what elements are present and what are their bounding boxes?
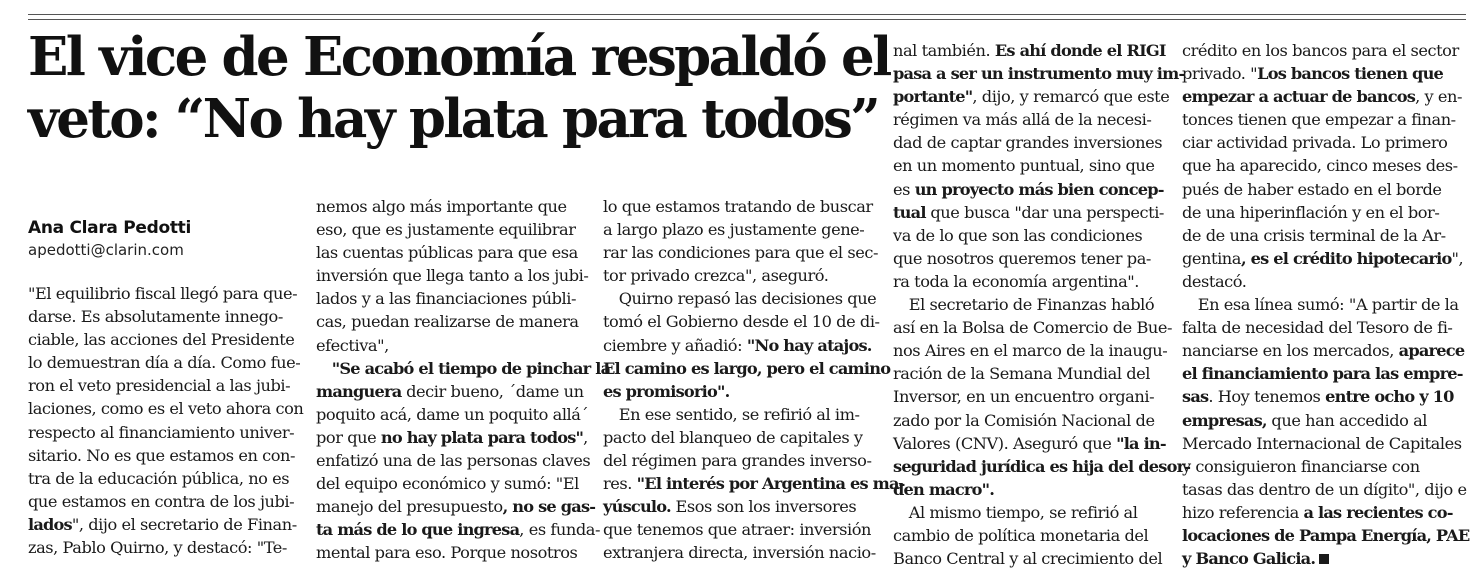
body-line (28, 490, 304, 513)
body-line (1182, 62, 1458, 85)
body-text: res. (603, 474, 637, 494)
body-text: que ha aparecido, cinco meses des- (1182, 156, 1458, 176)
body-text: pacto del blanqueo de capitales y (603, 427, 863, 447)
body-line (316, 218, 592, 241)
bold-text: empezar a actuar de bancos (1182, 87, 1416, 107)
body-line (316, 310, 592, 333)
body-text: En esa línea sumó: "A partir de la (1182, 295, 1459, 315)
body-text: de una hiperinflación y en el bor- (1182, 202, 1440, 222)
bold-text: entre ocho y 10 (1325, 387, 1454, 407)
body-line (893, 224, 1169, 247)
body-text: nanciarse en los mercados, (1182, 341, 1399, 361)
body-line (603, 357, 891, 380)
body-line (893, 524, 1169, 547)
body-text: va de lo que son las condiciones (893, 225, 1143, 245)
body-text: gentina (1182, 248, 1241, 268)
body-text: dad de captar grandes inversiones (893, 133, 1163, 153)
bold-text: el financiamiento para las empre- (1182, 364, 1463, 384)
body-text: extranjera directa, inversión nacio- (603, 543, 876, 563)
body-line (603, 195, 879, 218)
body-line (893, 385, 1169, 408)
body-line (893, 154, 1169, 177)
body-line (1182, 85, 1462, 108)
body-text: , y en- (1415, 87, 1462, 107)
body-line (1182, 154, 1458, 177)
body-text: ", dijo el secretario de Finan- (71, 514, 297, 534)
body-text: rar las condiciones para que el sec- (603, 243, 878, 263)
body-text: que busca "dar una perspecti- (925, 202, 1164, 222)
body-text: Banco Central y al crecimiento del (893, 549, 1163, 569)
body-line (28, 513, 304, 536)
body-text: lo que estamos tratando de buscar (603, 197, 873, 216)
body-text (316, 359, 332, 378)
body-text: ron el veto presidencial a las jubi- (28, 376, 291, 396)
column-2 (316, 195, 611, 565)
body-text: En ese sentido, se refirió al im- (603, 404, 860, 424)
body-text: que estamos en contra de los jubi- (28, 491, 295, 511)
body-line (316, 334, 592, 357)
body-text: manejo del presupuesto (316, 497, 503, 517)
body-text: régimen va más allá de la necesi- (893, 110, 1152, 130)
body-line (316, 241, 592, 264)
body-text: . Hoy tenemos (1208, 387, 1326, 407)
body-text: , es funda- (519, 520, 600, 540)
body-line (603, 218, 879, 241)
body-text: Inversor, en un encuentro organi- (893, 387, 1155, 407)
body-line (28, 444, 304, 467)
body-line (316, 357, 611, 380)
body-line (603, 472, 905, 495)
body-text: nal también. (893, 41, 995, 60)
body-text: por que (316, 427, 381, 447)
body-line (893, 39, 1169, 62)
body-line (316, 195, 592, 218)
body-text: respecto al financiamiento univer- (28, 422, 295, 442)
body-line (603, 518, 879, 541)
bold-text: empresas, (1182, 410, 1267, 430)
body-text: que nosotros queremos tener pa- (893, 248, 1151, 268)
body-text: ración de la Semana Mundial del (893, 364, 1151, 384)
body-line (893, 455, 1191, 478)
body-text: Al mismo tiempo, se refirió al (893, 502, 1138, 522)
body-text: destacó. (1182, 271, 1247, 291)
body-line (1182, 409, 1458, 432)
body-text: del régimen para grandes inverso- (603, 451, 872, 471)
body-line (316, 495, 596, 518)
body-line (1182, 270, 1458, 293)
body-text: inversión que llega tanto a los jubi- (316, 266, 589, 286)
body-line (1182, 316, 1458, 339)
author-email: apedotti@clarin.com (28, 241, 184, 259)
body-text: del equipo económico y sumó: "El (316, 474, 579, 494)
body-line (603, 380, 879, 403)
body-text: poquito acá, dame un poquito allá´ (316, 404, 589, 424)
bold-text: Los bancos tienen que (1257, 64, 1444, 84)
body-line (1182, 339, 1465, 362)
body-line (1182, 293, 1458, 316)
headline (28, 26, 890, 150)
body-line (893, 178, 1169, 201)
body-text: y consiguieron financiarse con (1182, 456, 1420, 476)
body-text: Esos son los inversores (670, 497, 857, 517)
body-line (316, 287, 592, 310)
body-line (28, 305, 304, 328)
body-line (28, 467, 304, 490)
bold-text: yúsculo. (603, 497, 671, 517)
body-text: El secretario de Finanzas habló (893, 295, 1155, 315)
body-line (316, 541, 592, 564)
body-text: nemos algo más importante que (316, 197, 567, 216)
body-text: privado. " (1182, 64, 1258, 84)
body-line (893, 62, 1185, 85)
body-line (893, 501, 1169, 524)
body-line (893, 547, 1169, 570)
body-line (1182, 201, 1458, 224)
body-line (1182, 224, 1458, 247)
body-text: darse. Es absolutamente innego- (28, 307, 283, 327)
headline-line-1: El vice de Economía respaldó el (28, 26, 890, 88)
body-text: cambio de política monetaria del (893, 525, 1149, 545)
body-text: pués de haber estado en el borde (1182, 179, 1442, 199)
body-line (893, 316, 1173, 339)
body-line (28, 282, 304, 305)
body-line (603, 426, 879, 449)
body-text: que tenemos que atraer: inversión (603, 520, 871, 540)
body-text: nos Aires en el marco de la inaugu- (893, 341, 1168, 361)
body-line (1182, 362, 1463, 385)
bold-text: seguridad jurídica es hija del desor- (893, 456, 1191, 476)
body-text: es (893, 179, 915, 199)
body-text: , dijo, y remarcó que este (972, 87, 1170, 107)
body-text: efectiva", (316, 335, 389, 355)
body-line (316, 380, 592, 403)
body-line (1182, 385, 1458, 408)
column-3 (603, 195, 905, 565)
bold-text: den macro". (893, 479, 995, 499)
body-line (28, 374, 304, 397)
body-line (893, 339, 1169, 362)
body-line (603, 310, 879, 333)
bold-text: un proyecto más bien concep- (914, 179, 1164, 199)
bold-text: "Se acabó el tiempo de pinchar la (331, 358, 611, 378)
body-text: que han accedido al (1266, 410, 1428, 430)
body-line (1182, 39, 1458, 62)
body-text: decir bueno, ´dame un (401, 381, 584, 401)
body-line (316, 518, 600, 541)
body-line (28, 328, 304, 351)
body-line (603, 264, 879, 287)
body-line (1182, 131, 1458, 154)
end-of-article-mark (1319, 554, 1329, 564)
bold-text: , no se gas- (502, 497, 596, 517)
body-line (893, 85, 1169, 108)
bold-text: "la in- (1116, 433, 1166, 453)
body-line (316, 449, 592, 472)
column-4 (893, 39, 1191, 570)
body-text: tomó el Gobierno desde el 10 de di- (603, 312, 880, 332)
body-line (603, 495, 879, 518)
bold-text: sas (1182, 387, 1209, 407)
body-text: de de una crisis terminal de la Ar- (1182, 225, 1446, 245)
bold-text: ta más de lo que ingresa (316, 520, 520, 540)
body-line (28, 421, 304, 444)
body-text: sitario. No es que estamos en con- (28, 445, 296, 465)
body-line (1182, 547, 1458, 570)
body-line (1182, 478, 1467, 501)
body-text: ciembre y añadió: (603, 335, 747, 355)
bold-text: manguera (316, 381, 402, 401)
bold-text: , es el crédito hipotecario (1240, 248, 1452, 268)
body-line (893, 131, 1169, 154)
body-line (603, 403, 879, 426)
bold-text: "El interés por Argentina es ma- (636, 474, 905, 494)
body-line (893, 293, 1169, 316)
body-text: cas, puedan realizarse de manera (316, 312, 579, 332)
body-text: hizo referencia (1182, 502, 1304, 522)
body-line (316, 264, 592, 287)
bold-text: portante" (893, 87, 973, 107)
body-line (28, 351, 304, 374)
body-line (893, 362, 1169, 385)
body-line (1182, 432, 1462, 455)
body-text: "El equilibrio fiscal llegó para que- (28, 284, 298, 303)
body-text: ", (1451, 248, 1464, 268)
body-text: Quirno repasó las decisiones que (603, 289, 877, 309)
body-text: ra toda la economía argentina". (893, 271, 1139, 291)
body-text: enfatizó una de las personas claves (316, 451, 591, 471)
body-text: falta de necesidad del Tesoro de fi- (1182, 318, 1453, 338)
body-line (1182, 455, 1458, 478)
column-1 (28, 282, 304, 559)
body-text: tonces tienen que empezar a finan- (1182, 110, 1456, 130)
headline-line-2: veto: “No hay plata para todos” (28, 88, 879, 150)
body-text: tra de la educación pública, no es (28, 468, 290, 488)
bold-text: "No hay atajos. (746, 335, 872, 355)
body-line (316, 426, 592, 449)
body-text: tasas das dentro de un dígito", dijo e (1182, 479, 1467, 499)
bold-text: tual (893, 202, 926, 222)
body-text: crédito en los bancos para el sector (1182, 41, 1459, 60)
body-line (28, 536, 304, 559)
bold-text: aparece (1398, 341, 1465, 361)
body-line (893, 201, 1169, 224)
body-line (603, 334, 879, 357)
bold-text: a las recientes co- (1303, 502, 1453, 522)
bold-text: es promisorio". (603, 381, 730, 401)
body-text: , (583, 427, 588, 447)
bold-text: lados (28, 514, 72, 534)
author-name: Ana Clara Pedotti (28, 218, 192, 238)
body-text: Mercado Internacional de Capitales (1182, 433, 1462, 453)
top-rule (28, 14, 1466, 15)
body-line (603, 241, 879, 264)
body-line (1182, 108, 1458, 131)
body-text: ciable, las acciones del Presidente (28, 330, 295, 350)
body-text: zas, Pablo Quirno, y destacó: "Te- (28, 538, 287, 558)
bold-text: pasa a ser un instrumento muy im- (893, 64, 1185, 84)
body-line (603, 449, 879, 472)
body-text: así en la Bolsa de Comercio de Bue- (893, 318, 1173, 338)
body-text: mental para eso. Porque nosotros (316, 543, 578, 563)
body-text: tor privado crezca", aseguró. (603, 266, 829, 286)
body-text: en un momento puntual, sino que (893, 156, 1155, 176)
body-text: a largo plazo es justamente gene- (603, 220, 865, 240)
body-text: las cuentas públicas para que esa (316, 243, 578, 263)
body-line (893, 108, 1169, 131)
bold-text: El camino es largo, pero el camino (603, 358, 891, 378)
body-line (893, 270, 1169, 293)
body-line (603, 541, 879, 564)
top-rule-2 (28, 19, 1466, 20)
body-text: laciones, como es el veto ahora con (28, 399, 304, 419)
body-line (1182, 524, 1470, 547)
body-line (28, 397, 304, 420)
body-line (316, 472, 592, 495)
body-text: Valores (CNV). Aseguró que (893, 433, 1117, 453)
body-line (893, 478, 1169, 501)
body-line (1182, 178, 1458, 201)
body-line (316, 403, 592, 426)
column-5 (1182, 39, 1470, 570)
body-line (893, 432, 1169, 455)
body-text: zado por la Comisión Nacional de (893, 410, 1155, 430)
body-text: lados y a las financiaciones públi- (316, 289, 576, 309)
body-line (893, 409, 1169, 432)
body-text: eso, que es justamente equilibrar (316, 220, 576, 240)
bold-text: Es ahí donde el RIGI (994, 41, 1166, 60)
bold-text: locaciones de Pampa Energía, PAE (1182, 525, 1470, 545)
body-text: lo demuestran día a día. Como fue- (28, 353, 301, 373)
body-text: ciar actividad privada. Lo primero (1182, 133, 1448, 153)
body-line (1182, 247, 1464, 270)
body-line (893, 247, 1169, 270)
bold-text: y Banco Galicia. (1182, 549, 1316, 569)
body-line (1182, 501, 1458, 524)
bold-text: no hay plata para todos" (380, 427, 584, 447)
body-line (603, 287, 879, 310)
